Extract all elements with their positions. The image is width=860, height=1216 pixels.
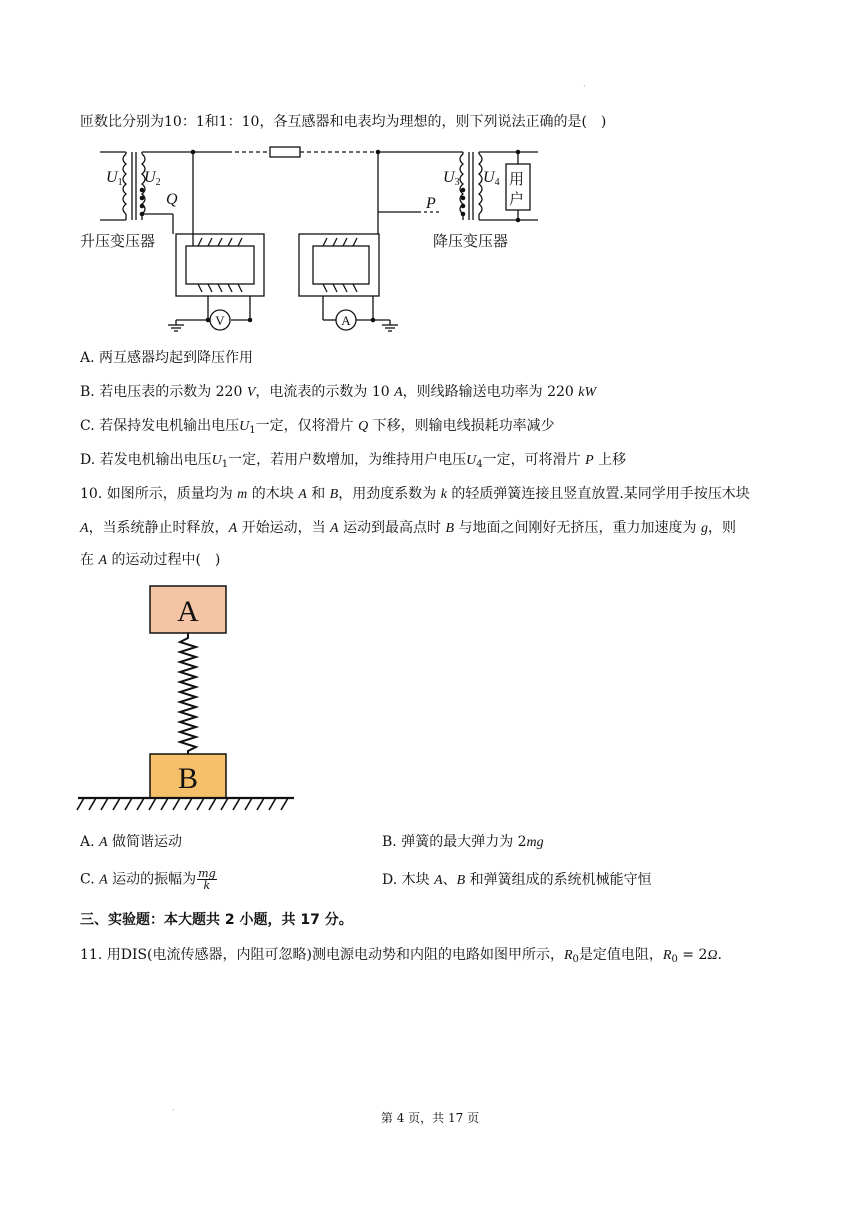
q9-option-b: B. 若电压表的示数为 220 V，电流表的示数为 10 A，则线路输送电功率为 220 kW [80,384,597,400]
block-b-label: B [177,762,199,795]
user-label-2: 户 [509,192,525,208]
intro-line: 匝数比分别为10：1和1：10，各互感器和电表均为理想的，则下列说法正确的是( ) [80,114,607,130]
q-label: Q [166,191,178,208]
q9-option-d: D. 若发电机输出电压$U_1$一定，若用户数增加，为维持用户电压$U_4$一定，可将滑片 P 上移 [80,452,627,470]
q10-stem-line3: 在 A 的运动过程中( ) [80,552,221,568]
section-3-heading: 三、实验题：本大题共 2 小题，共 17 分。 [80,912,353,928]
q9-option-c: C. 若保持发电机输出电压$U_1$一定，仅将滑片 Q 下移，则输电线损耗功率减少 [80,418,555,436]
page-mark-dot: · [583,82,586,91]
user-label-1: 用 [509,172,525,188]
q10-option-b: B. 弹簧的最大弹力为 2mg [382,834,544,850]
u2-label: U2 [144,169,161,188]
q9-option-a: A. 两互感器均起到降压作用 [80,350,254,366]
page-footer: 第 4 页，共 17 页 [380,1111,480,1125]
footer-mark-dot: · [172,1106,175,1115]
q10-stem-line2: A，当系统静止时释放，A 开始运动，当 A 运动到最高点时 B 与地面之间刚好无挤压，重力加速度为 g，则 [80,520,736,536]
step-down-label: 降压变压器 [433,234,509,250]
u4-label: U4 [483,169,500,188]
u3-label: U3 [443,169,460,188]
ammeter-symbol: A [341,313,351,328]
amplitude-fraction: $\frac{mg}{k}$ [198,867,216,892]
q10-option-a: A. A 做简谐运动 [80,834,183,850]
voltmeter-symbol: V [215,313,225,328]
spring-blocks-figure [76,584,300,816]
transformer-circuit-figure [78,140,558,335]
u1-label: U1 [106,169,123,188]
q11-stem: 11. 用DIS(电流传感器，内阻可忽略)测电源电动势和内阻的电路如图甲所示，$R_0$是定值电阻，$R_0 = 2\Omega$. [80,947,722,965]
block-a-label: A [177,595,199,628]
p-label: P [426,195,436,212]
step-up-label: 升压变压器 [80,234,156,250]
spring [180,633,196,754]
q10-option-d: D. 木块 A、B 和弹簧组成的系统机械能守恒 [382,872,652,888]
q10-option-c: C. A 运动的振幅为 $\frac{mg}{k}$ [80,867,216,892]
q10-stem-line1: 10. 如图所示，质量均为 m 的木块 A 和 B，用劲度系数为 k 的轻质弹簧连接且竖直放置.某同学用手按压木块 [80,486,750,502]
